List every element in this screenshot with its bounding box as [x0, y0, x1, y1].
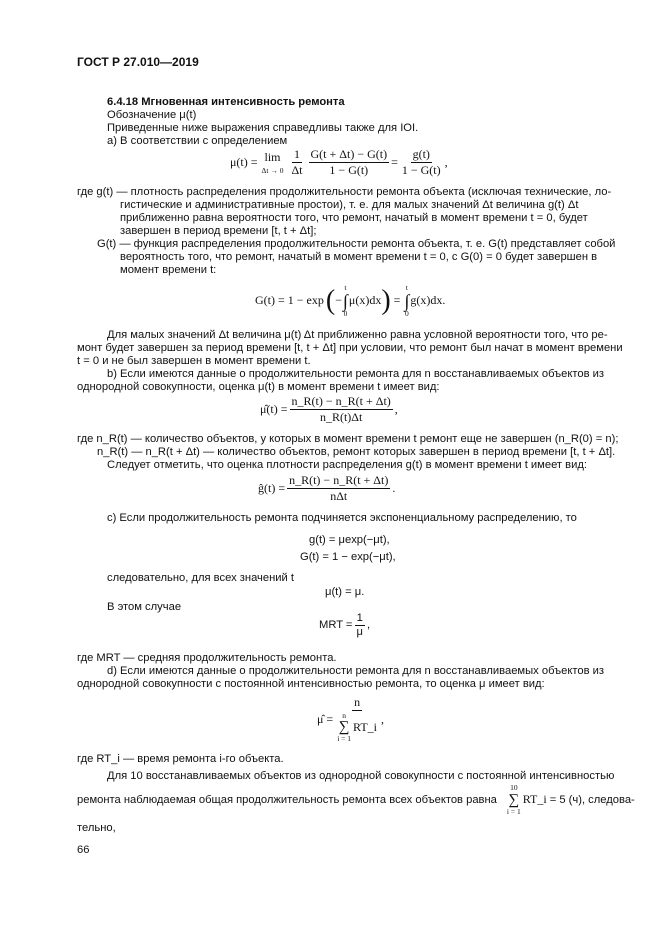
- consequently-line: следовательно, для всех значений t: [107, 572, 295, 584]
- eq4-num: n_R(t) − n_R(t + Δt): [289, 473, 389, 487]
- ten-objects-line: Для 10 восстанавливаемых объектов из однородной совокупности с постоянной интенсивностью: [107, 770, 615, 782]
- equation-g-hat: [258, 474, 395, 503]
- right-paren-icon: ): [381, 284, 391, 316]
- eq2-int2-lo: 0: [405, 309, 409, 319]
- sigma-icon: ∑: [338, 718, 350, 735]
- total-line-before: ремонта наблюдаемая общая продолжительность ремонта всех объектов равна: [77, 793, 497, 806]
- eq2-body2: g(x)dx.: [410, 293, 446, 308]
- eq1-f1-den: Δt: [291, 162, 303, 177]
- eq2-int2-up: t: [405, 283, 408, 293]
- eq8-end: ,: [366, 619, 371, 632]
- left-paren-icon: (: [325, 284, 336, 316]
- total-sum-up: 10: [510, 783, 518, 792]
- eq9-sum-up: n: [342, 710, 346, 720]
- eq9-lhs: μ̂ =: [317, 711, 334, 726]
- integral-icon: ∫: [404, 290, 410, 311]
- eq4-den: nΔt: [330, 488, 348, 503]
- item-c: c) Если продолжительность ремонта подчиняется экспоненциальному распределению, то: [107, 512, 577, 524]
- eq1-lim: lim: [264, 149, 281, 164]
- section-title: 6.4.18 Мгновенная интенсивность ремонта: [107, 96, 345, 108]
- eq3-end: ,: [394, 401, 398, 416]
- mrt-def: где MRT — средняя продолжительность ремонта.: [77, 652, 337, 664]
- eq9-num: n: [354, 695, 361, 709]
- eq3-den: n_R(t)Δt: [319, 409, 363, 424]
- item-d-2: однородной совокупности с постоянной интенсивностью ремонта, то оценка μ имеет вид:: [77, 678, 545, 690]
- eq2-lhs: G(t) = 1 − exp: [255, 293, 324, 308]
- integral-icon: ∫: [342, 290, 348, 311]
- item-b-1: b) Если имеются данные о продолжительности ремонта для n восстанавливаемых объектов из: [107, 368, 605, 380]
- sigma-icon: ∑: [508, 791, 520, 808]
- equation-limit: [230, 148, 448, 177]
- document-header: ГОСТ Р 27.010—2019: [77, 55, 199, 69]
- eq1-eq: =: [391, 154, 398, 169]
- where-g-1: где g(t) — плотность распределения продолжительности ремонта объекта (исключая технические, ло-: [77, 186, 612, 198]
- small-dt-2: монт будет завершен за период времени [t, t + Δt] при условии, что ремонт был начат в момент времени: [77, 342, 623, 354]
- small-dt-3: t = 0 и не был завершен в момент времени t.: [77, 355, 311, 367]
- eq5: g(t) = μexp(−μt),: [309, 534, 390, 546]
- item-a: a) В соответствии с определением: [107, 135, 288, 147]
- total-line: [77, 783, 635, 817]
- small-dt-1: Для малых значений Δt величина μ(t) Δt приближенно равна условной вероятности того, что ре-: [107, 329, 608, 341]
- total-line-after: = 5 (ч), следова-: [549, 793, 635, 806]
- eq1-f2-den: 1 − G(t): [329, 162, 369, 177]
- eq1-f2-num: G(t + Δt) − G(t): [310, 147, 388, 161]
- notation-line: Обозначение μ(t): [107, 109, 197, 121]
- total-term: RT_i: [522, 792, 547, 807]
- eq4-end: .: [392, 480, 396, 495]
- eq8-lhs: MRT =: [319, 619, 353, 632]
- therefore-line: тельно,: [77, 822, 116, 834]
- page-number: 66: [77, 844, 90, 856]
- where-g-4: завершен в период времени [t, t + Δt];: [120, 225, 317, 237]
- eq2-int1-lo: 0: [343, 309, 348, 319]
- eq9-den: RT_i: [353, 719, 377, 734]
- total-sum-lo: i = 1: [506, 807, 521, 816]
- nR-def-1: где n_R(t) — количество объектов, у которых в момент времени t ремонт еще не завершен (n_R(0) = n);: [77, 433, 619, 445]
- eq2-body: μ(x)dx: [348, 293, 382, 308]
- rt-def: где RT_i — время ремонта i-го объекта.: [77, 753, 284, 765]
- eq8-den: μ: [356, 625, 363, 638]
- eq8-num: 1: [356, 612, 363, 624]
- G-def-3: момент времени t:: [120, 264, 217, 276]
- G-def-2: вероятность того, что ремонт, начатый в момент времени t = 0, с G(0) = 0 будет завершен в: [120, 251, 598, 263]
- eq1-f1-num: 1: [293, 147, 300, 161]
- applies-line: Приведенные ниже выражения справедливы также для IOI.: [107, 122, 419, 134]
- eq2-int1-up: t: [344, 283, 347, 293]
- eq6: G(t) = 1 − exp(−μt),: [300, 551, 396, 563]
- eq7: μ(t) = μ.: [325, 586, 365, 598]
- G-def-1: G(t) — функция распределения продолжительности ремонта объекта, т. е. G(t) представляет собой: [97, 238, 616, 250]
- eq2-minus: −: [335, 293, 342, 308]
- equation-mu-hat: [260, 395, 398, 424]
- note-g: Следует отметить, что оценка плотности распределения g(t) в момент времени t имеет вид:: [107, 459, 587, 471]
- equation-mrt: [319, 612, 370, 639]
- item-d-1: d) Если имеются данные о продолжительности ремонта для n восстанавливаемых объектов из: [107, 665, 605, 677]
- where-g-3: приближенно равна вероятности того, что ремонт, начатый в момент времени t = 0, будет: [120, 212, 588, 224]
- where-g-2: гистические и административные простои), т. е. для малых значений Δt величина g(t) Δt: [120, 199, 579, 211]
- eq3-num: n_R(t) − n_R(t + Δt): [291, 394, 391, 408]
- eq1-f3-num: g(t): [412, 147, 430, 161]
- eq4-lhs: ĝ(t) =: [258, 480, 286, 495]
- eq9-end: ,: [380, 711, 384, 726]
- equation-mu-hat-const: [317, 696, 384, 743]
- eq1-end: ,: [444, 154, 448, 169]
- eq1-f3-den: 1 − G(t): [401, 162, 441, 177]
- eq1-lhs: μ(t) =: [230, 154, 258, 169]
- eq1-lim-sub: Δt → 0: [261, 165, 284, 175]
- equation-G: [255, 281, 445, 321]
- eq2-eq: =: [393, 293, 401, 308]
- in-case-line: В этом случае: [107, 601, 182, 613]
- item-b-2: однородной совокупности, оценка μ(t) в момент времени t имеет вид:: [77, 381, 440, 393]
- eq3-lhs: μ̂(t) =: [260, 401, 288, 416]
- nR-def-2: n_R(t) — n_R(t + Δt) — количество объектов, ремонт которых завершен в период времени [t, t + Δt].: [97, 446, 616, 458]
- eq9-sum-lo: i = 1: [337, 734, 352, 744]
